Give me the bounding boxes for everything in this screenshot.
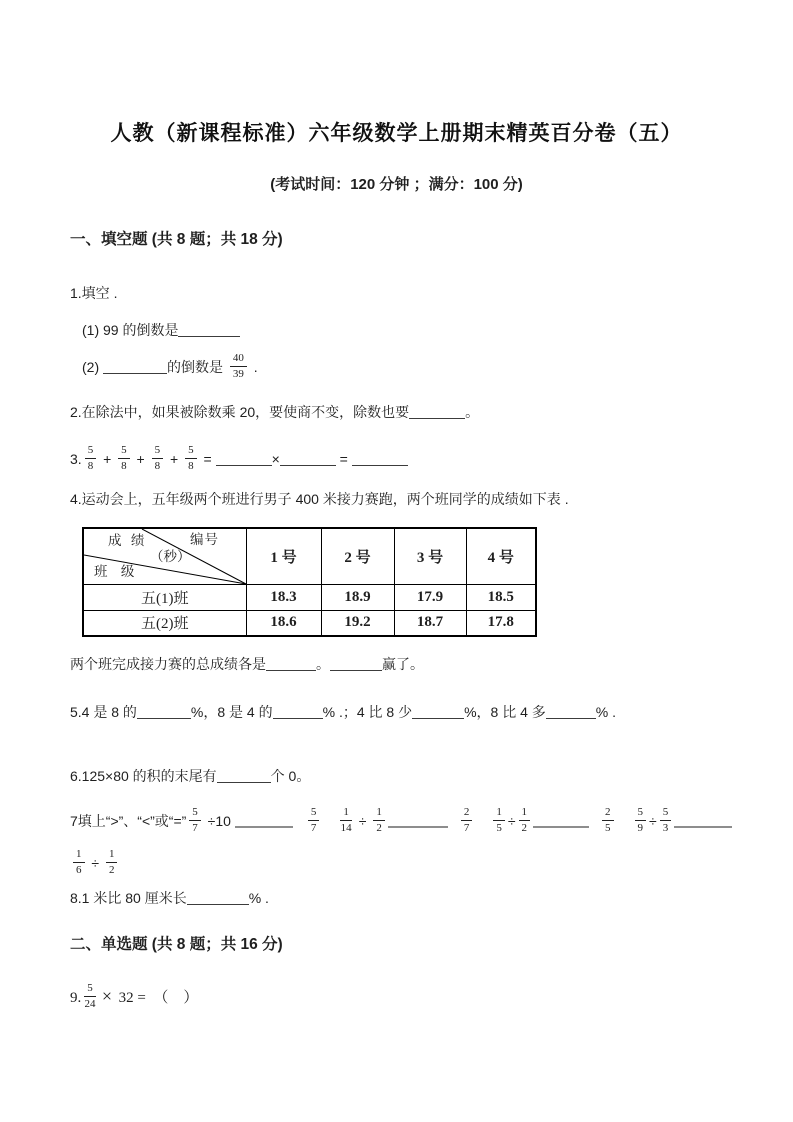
text-segment: 个 0。 [270,768,311,784]
table-cell: 18.3 [246,584,321,610]
text-segment: ÷ [649,813,657,829]
fraction [660,807,672,834]
table-cell: 19.2 [321,610,394,636]
fraction-denominator: 2 [376,821,382,834]
text-segment: 1.填空 . [70,285,118,301]
corner-class-label: 班 级 [94,564,140,579]
fraction-numerator: 5 [308,807,320,821]
text-segment: 5.4 是 8 的 [70,704,137,720]
table-cell: 18.7 [394,610,466,636]
fraction-denominator: 6 [76,863,82,876]
column-header: 4 号 [466,528,536,584]
fraction-denominator: 7 [463,821,470,834]
fraction-denominator: 8 [121,459,127,472]
answer-blank [280,451,336,466]
text-segment: 32 = （ ） [114,990,199,1006]
fraction-numerator: 5 [660,807,672,821]
fraction [85,445,97,472]
text-segment: % . [248,890,269,906]
fraction [308,807,320,834]
fraction [118,445,130,472]
text-segment: ÷ [87,855,103,871]
relay-race-table [82,527,537,637]
column-header: 2 号 [321,528,394,584]
answer-blank [187,890,249,905]
text-segment: × [271,451,280,467]
fraction-numerator: 5 [84,983,96,997]
relay-race-table-wrap [82,527,723,637]
fraction-numerator: 1 [340,807,352,821]
question-1-part2 [70,352,723,382]
spacer [617,825,632,826]
fraction-denominator: 9 [637,821,643,834]
fraction-denominator: 3 [662,821,669,834]
answer-blank [178,322,240,337]
question-4-followup [70,654,723,674]
text-segment: = [199,451,216,467]
fraction-numerator: 40 [230,353,247,367]
fraction-numerator: 1 [493,807,505,821]
spacer [475,825,490,826]
answer-blank [409,404,465,419]
page-title: 人教（新课程标准）六年级数学上册期末精英百分卷（五） [110,122,683,145]
text-segment: % . [595,704,617,720]
text-segment: + [132,451,149,467]
row-label: 五(2)班 [83,610,246,636]
text-segment: 3. [70,451,82,467]
answer-blank [674,817,732,828]
answer-blank [533,817,589,828]
text-segment: 9. [70,990,82,1006]
spacer [293,825,305,826]
question-4 [70,489,723,509]
question-3 [70,444,723,474]
text-segment: . [249,359,258,375]
table-cell: 17.9 [394,584,466,610]
text-segment: % .；4 比 8 少 [322,704,413,720]
answer-blank [388,817,448,828]
spacer [322,825,337,826]
text-segment: %，8 是 4 的 [190,704,273,720]
fraction [373,807,385,834]
fraction-denominator: 14 [340,821,352,834]
text-segment: 4.运动会上，五年级两个班进行男子 400 米接力赛跑，两个班同学的成绩如下表 . [70,491,569,507]
table-cell: 18.5 [466,584,536,610]
text-segment: ÷ [354,813,371,829]
answer-blank [330,656,382,671]
fraction-denominator: 5 [605,821,611,834]
text-segment: 8.1 米比 80 厘米长 [70,890,187,906]
fraction-numerator: 1 [373,807,385,821]
text-segment: 赢了。 [382,656,424,672]
fraction [230,353,247,380]
question-2 [70,402,723,422]
fraction-numerator: 5 [85,445,97,459]
fraction [461,807,473,834]
fraction-numerator: 2 [461,807,473,821]
corner-number-label: 编号 [190,532,219,547]
fraction-denominator: 5 [496,821,502,834]
text-segment: ÷ [507,813,516,829]
fraction-denominator: 8 [87,459,94,472]
text-segment: %，8 比 4 多 [464,704,546,720]
fraction-numerator: 2 [602,807,614,821]
answer-blank [266,656,316,671]
text-segment: (1) 99 的倒数是 [82,322,179,338]
fraction [189,807,201,834]
question-6 [70,766,723,786]
section-heading-multiple-choice: 二、单选题 (共 8 题；共 16 分) [70,936,283,953]
text-segment: 的倒数是 [167,359,227,375]
fraction-numerator: 1 [519,807,531,821]
fraction-numerator: 5 [118,445,130,459]
fraction [493,807,505,834]
text-segment: 。 [316,656,330,672]
fraction-denominator: 39 [232,367,244,380]
fraction [84,983,96,1010]
fraction-denominator: 24 [84,998,96,1011]
table-cell: 17.8 [466,610,536,636]
corner-unit-label: （秒） [150,549,191,564]
question-8 [70,888,723,908]
fraction-numerator: 5 [635,807,647,821]
answer-blank [412,704,464,719]
answer-blank [216,451,272,466]
multiply-sign: × [100,986,113,1006]
text-segment: = [335,451,352,467]
text-segment: 两个班完成接力赛的总成绩各是 [70,656,266,672]
fraction [185,445,197,472]
fraction-denominator: 7 [192,821,198,834]
answer-blank [235,817,293,828]
question-1-part1 [70,320,723,340]
question-1 [70,283,723,303]
row-label: 五(1)班 [83,584,246,610]
answer-blank [352,451,408,466]
spacer [589,825,599,826]
fraction-numerator: 5 [185,445,197,459]
text-segment: ÷10 [203,813,235,829]
table-row [83,584,536,610]
answer-blank [217,768,271,783]
fraction-numerator: 1 [106,849,118,863]
answer-blank [137,704,191,719]
fraction [602,807,614,834]
fraction [152,445,164,472]
table-header-row [83,528,536,584]
text-segment: 6.125×80 的积的末尾有 [70,768,217,784]
question-9 [70,981,723,1013]
corner-score-label: 成 绩 [108,533,148,548]
fraction-denominator: 7 [310,821,317,834]
column-header: 1 号 [246,528,321,584]
text-segment: 2.在除法中，如果被除数乘 20，要使商不变，除数也要 [70,404,410,420]
fraction [340,807,352,834]
fraction-denominator: 8 [188,459,194,472]
table-cell: 18.6 [246,610,321,636]
fraction-denominator: 2 [108,863,115,876]
fraction-numerator: 5 [152,445,164,459]
table-corner-cell [83,528,246,584]
answer-blank [546,704,596,719]
answer-blank [273,704,323,719]
fraction-numerator: 5 [189,807,201,821]
text-segment: 7填上“>”、“<”或“=” [70,813,187,829]
table-cell: 18.9 [321,584,394,610]
fraction-denominator: 2 [521,821,527,834]
column-header: 3 号 [394,528,466,584]
text-segment: (2) [82,359,103,375]
section-heading-fill-blanks: 一、填空题 (共 8 题；共 18 分) [70,231,283,248]
question-7 [70,806,723,836]
text-segment: + [99,451,116,467]
table-row [83,610,536,636]
fraction [635,807,647,834]
text-segment: + [166,451,183,467]
exam-info: (考试时间：120 分钟 ；满分：100 分) [270,176,523,193]
fraction-denominator: 8 [154,459,161,472]
answer-blank [103,359,167,374]
question-5 [70,702,723,722]
fraction [106,849,118,876]
fraction-numerator: 1 [73,849,85,863]
question-7-cont [70,848,723,878]
fraction [519,807,531,834]
text-segment: 。 [465,404,480,420]
spacer [448,825,458,826]
fraction [73,849,85,876]
